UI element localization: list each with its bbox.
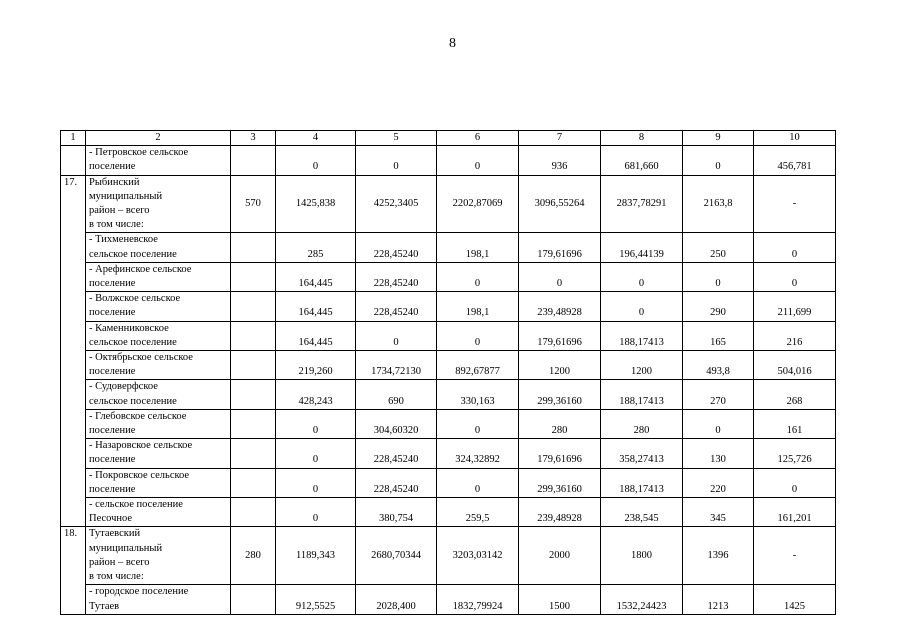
value-cell: 0	[754, 468, 836, 497]
value-cell: 285	[276, 233, 356, 262]
value-cell: 280	[601, 409, 683, 438]
subdivision-row	[61, 351, 836, 380]
settlement-name	[86, 468, 231, 497]
value-cell: 188,17413	[601, 468, 683, 497]
name-line: - Назаровское сельское	[89, 440, 193, 452]
header-cell: 10	[754, 131, 836, 146]
value-cell: 358,27413	[601, 439, 683, 468]
value-cell: 2837,78291	[601, 175, 683, 233]
value-cell: 1425	[754, 585, 836, 614]
value-cell: 0	[437, 321, 519, 350]
value-cell: 690	[356, 380, 437, 409]
name-line: район – всего	[89, 205, 150, 217]
value-cell: 165	[683, 321, 754, 350]
value-cell: 0	[356, 146, 437, 175]
municipality-name	[86, 527, 231, 585]
subdivision-row	[61, 498, 836, 527]
value-cell: 228,45240	[356, 292, 437, 321]
value-cell: 493,8	[683, 351, 754, 380]
header-cell: 8	[601, 131, 683, 146]
value-cell: 228,45240	[356, 439, 437, 468]
name-line: - Петровское сельское	[89, 147, 189, 159]
subdivision-row	[61, 321, 836, 350]
value-cell	[231, 146, 276, 175]
name-line: - Судоверфское	[89, 381, 158, 393]
value-cell: 0	[276, 439, 356, 468]
value-cell: 456,781	[754, 146, 836, 175]
settlement-name	[86, 585, 231, 614]
name-line: в том числе:	[89, 571, 144, 583]
value-cell: 179,61696	[519, 233, 601, 262]
header-cell: 3	[231, 131, 276, 146]
value-cell: 1832,79924	[437, 585, 519, 614]
value-cell: 3203,03142	[437, 527, 519, 585]
subdivision-row	[61, 585, 836, 614]
name-line: - Каменниковское	[89, 322, 169, 334]
value-cell: 228,45240	[356, 262, 437, 291]
name-line: поселение	[89, 425, 136, 437]
value-cell: 1189,343	[276, 527, 356, 585]
value-cell: 892,67877	[437, 351, 519, 380]
header-cell: 6	[437, 131, 519, 146]
value-cell: 290	[683, 292, 754, 321]
value-cell: 179,61696	[519, 321, 601, 350]
name-line: поселение	[89, 366, 136, 378]
value-cell: 188,17413	[601, 380, 683, 409]
municipality-name	[86, 175, 231, 233]
value-cell	[231, 262, 276, 291]
value-cell: 681,660	[601, 146, 683, 175]
value-cell: 280	[519, 409, 601, 438]
value-cell: 2000	[519, 527, 601, 585]
value-cell: 188,17413	[601, 321, 683, 350]
value-cell: 0	[276, 146, 356, 175]
value-cell: 161,201	[754, 498, 836, 527]
region-number: 18.	[61, 527, 86, 614]
name-line: сельское поселение	[89, 395, 177, 407]
value-cell: 1734,72130	[356, 351, 437, 380]
value-cell: 280	[231, 527, 276, 585]
value-cell: 259,5	[437, 498, 519, 527]
name-line: поселение	[89, 483, 136, 495]
value-cell: 299,36160	[519, 380, 601, 409]
name-line: поселение	[89, 454, 136, 466]
name-line: поселение	[89, 307, 136, 319]
value-cell	[231, 409, 276, 438]
value-cell: 196,44139	[601, 233, 683, 262]
value-cell: 2202,87069	[437, 175, 519, 233]
settlement-name	[86, 439, 231, 468]
subdivision-row	[61, 292, 836, 321]
name-line: район – всего	[89, 556, 150, 568]
value-cell: 570	[231, 175, 276, 233]
name-line: Песочное	[89, 513, 133, 525]
subdivision-row	[61, 468, 836, 497]
table-row	[61, 146, 836, 175]
value-cell: 164,445	[276, 292, 356, 321]
value-cell: 0	[683, 262, 754, 291]
subdivision-row	[61, 380, 836, 409]
settlement-name	[86, 321, 231, 350]
settlement-name	[86, 351, 231, 380]
value-cell: -	[754, 527, 836, 585]
value-cell: 4252,3405	[356, 175, 437, 233]
value-cell: 161	[754, 409, 836, 438]
name-line: сельское поселение	[89, 336, 177, 348]
header-cell: 9	[683, 131, 754, 146]
value-cell: 216	[754, 321, 836, 350]
value-cell: 0	[754, 233, 836, 262]
value-cell: 1200	[519, 351, 601, 380]
value-cell: 330,163	[437, 380, 519, 409]
value-cell: 0	[437, 262, 519, 291]
value-cell: 0	[356, 321, 437, 350]
name-line: Рыбинский	[89, 176, 140, 188]
settlement-name	[86, 262, 231, 291]
name-line: - городское поселение	[89, 586, 189, 598]
value-cell: 164,445	[276, 321, 356, 350]
number-cell	[61, 146, 86, 175]
value-cell: 1213	[683, 585, 754, 614]
value-cell	[231, 321, 276, 350]
value-cell: 250	[683, 233, 754, 262]
value-cell: 238,545	[601, 498, 683, 527]
name-line: Тутаев	[89, 600, 120, 612]
name-line: - Глебовское сельское	[89, 410, 187, 422]
value-cell: 0	[519, 262, 601, 291]
value-cell: 304,60320	[356, 409, 437, 438]
value-cell: 268	[754, 380, 836, 409]
name-line: - сельское поселение	[89, 499, 183, 511]
value-cell	[231, 498, 276, 527]
data-table	[60, 130, 836, 615]
value-cell: 228,45240	[356, 233, 437, 262]
subdivision-row	[61, 439, 836, 468]
value-cell: 0	[276, 498, 356, 527]
value-cell: 0	[683, 146, 754, 175]
value-cell: 0	[437, 468, 519, 497]
settlement-name	[86, 498, 231, 527]
value-cell: 0	[683, 409, 754, 438]
value-cell: 198,1	[437, 233, 519, 262]
value-cell	[231, 380, 276, 409]
name-line: поселение	[89, 161, 136, 173]
subdivision-row	[61, 262, 836, 291]
value-cell	[231, 439, 276, 468]
value-cell: 270	[683, 380, 754, 409]
value-cell: 380,754	[356, 498, 437, 527]
name-line: - Арефинское сельское	[89, 263, 192, 275]
value-cell: 1532,24423	[601, 585, 683, 614]
name-line: Тутаевский	[89, 528, 141, 540]
value-cell	[231, 351, 276, 380]
name-line: муниципальный	[89, 542, 163, 554]
value-cell: 211,699	[754, 292, 836, 321]
municipality-name	[86, 146, 231, 175]
region-number: 17.	[61, 175, 86, 527]
value-cell: 299,36160	[519, 468, 601, 497]
settlement-name	[86, 380, 231, 409]
value-cell: 239,48928	[519, 292, 601, 321]
name-line: - Октябрьское сельское	[89, 352, 193, 364]
settlement-name	[86, 292, 231, 321]
value-cell: 0	[276, 409, 356, 438]
value-cell: 1800	[601, 527, 683, 585]
value-cell: 3096,55264	[519, 175, 601, 233]
value-cell: 0	[754, 262, 836, 291]
name-line: - Покровское сельское	[89, 469, 190, 481]
value-cell: 1396	[683, 527, 754, 585]
value-cell: 0	[437, 409, 519, 438]
value-cell: 2028,400	[356, 585, 437, 614]
header-row	[61, 131, 836, 146]
value-cell: 2680,70344	[356, 527, 437, 585]
value-cell: 179,61696	[519, 439, 601, 468]
value-cell: 219,260	[276, 351, 356, 380]
region-row	[61, 527, 836, 585]
value-cell: 0	[276, 468, 356, 497]
value-cell	[231, 585, 276, 614]
settlement-name	[86, 409, 231, 438]
header-cell: 5	[356, 131, 437, 146]
header-cell: 1	[61, 131, 86, 146]
subdivision-row	[61, 233, 836, 262]
value-cell: 2163,8	[683, 175, 754, 233]
name-line: в том числе:	[89, 219, 144, 231]
value-cell: 0	[437, 146, 519, 175]
value-cell: 220	[683, 468, 754, 497]
value-cell: 0	[601, 262, 683, 291]
value-cell: 428,243	[276, 380, 356, 409]
value-cell: 1500	[519, 585, 601, 614]
region-row	[61, 175, 836, 233]
header-cell: 7	[519, 131, 601, 146]
value-cell: 0	[601, 292, 683, 321]
page-number: 8	[449, 36, 456, 51]
value-cell: 228,45240	[356, 468, 437, 497]
value-cell	[231, 292, 276, 321]
value-cell: 1425,838	[276, 175, 356, 233]
value-cell: 239,48928	[519, 498, 601, 527]
value-cell: 198,1	[437, 292, 519, 321]
value-cell: 1200	[601, 351, 683, 380]
subdivision-row	[61, 409, 836, 438]
name-line: - Тихменевское	[89, 234, 158, 246]
header-cell: 2	[86, 131, 231, 146]
value-cell: 936	[519, 146, 601, 175]
header-cell: 4	[276, 131, 356, 146]
name-line: муниципальный	[89, 190, 163, 202]
value-cell: 125,726	[754, 439, 836, 468]
value-cell: 912,5525	[276, 585, 356, 614]
name-line: сельское поселение	[89, 248, 177, 260]
value-cell	[231, 468, 276, 497]
value-cell: 504,016	[754, 351, 836, 380]
value-cell: 345	[683, 498, 754, 527]
name-line: поселение	[89, 278, 136, 290]
value-cell	[231, 233, 276, 262]
value-cell: -	[754, 175, 836, 233]
value-cell: 164,445	[276, 262, 356, 291]
value-cell: 130	[683, 439, 754, 468]
name-line: - Волжское сельское	[89, 293, 181, 305]
settlement-name	[86, 233, 231, 262]
value-cell: 324,32892	[437, 439, 519, 468]
